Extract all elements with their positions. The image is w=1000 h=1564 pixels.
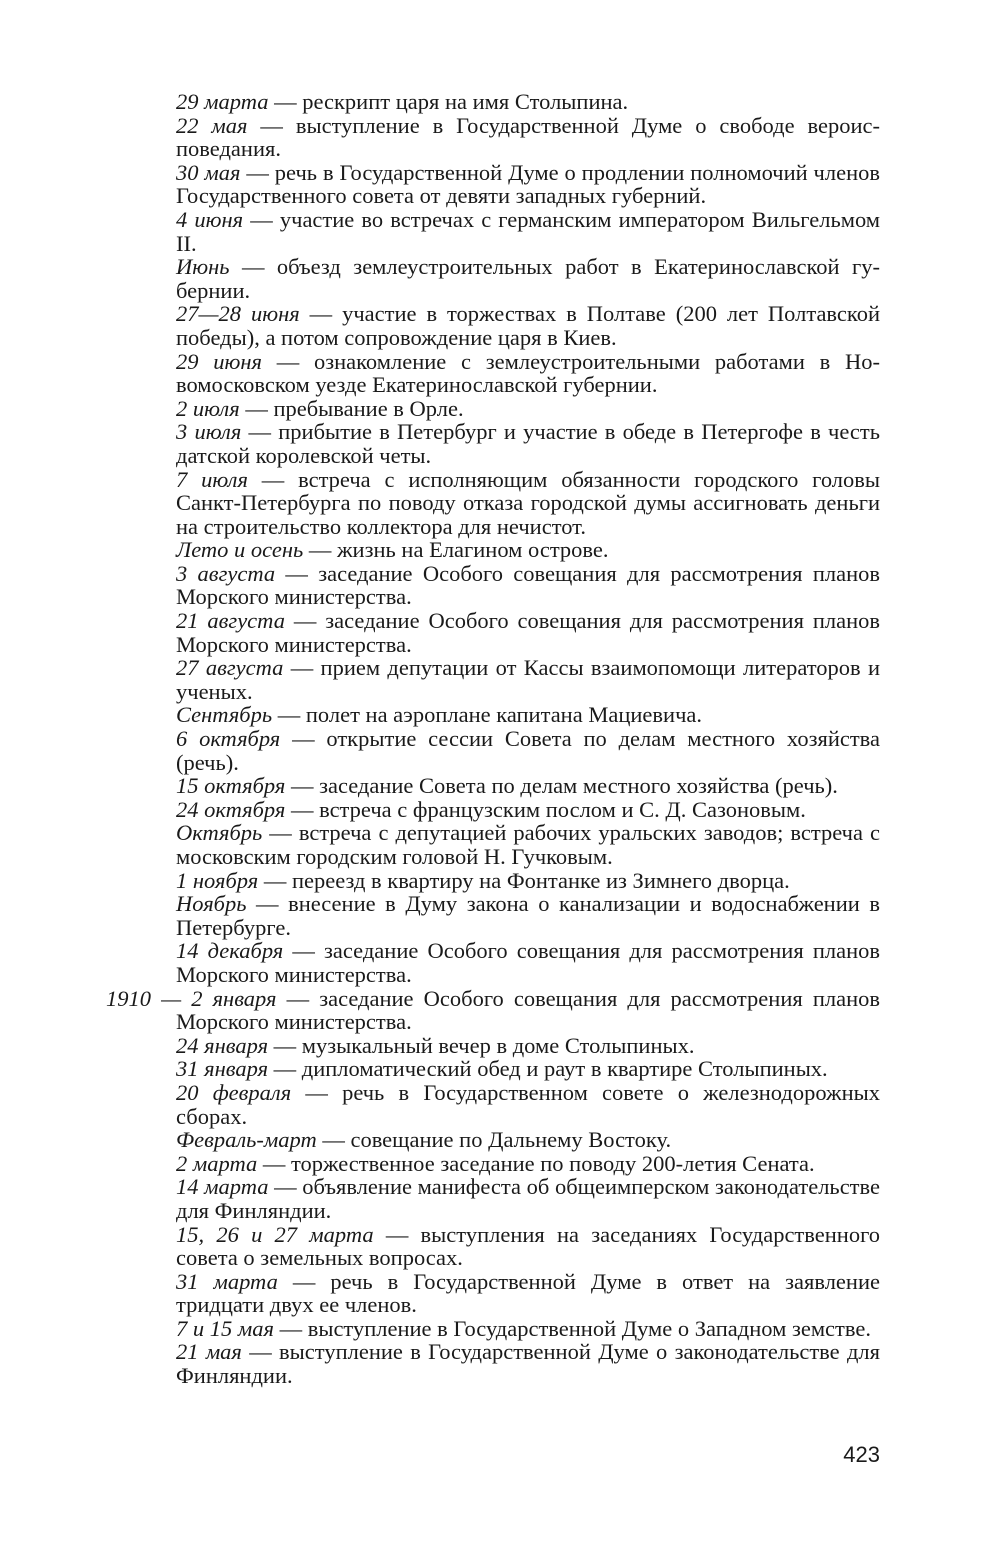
entry-date: Ноябрь <box>176 891 247 917</box>
entry-date: Июнь <box>176 254 230 280</box>
entry-date: 6 октября <box>176 726 281 752</box>
entry-date: 29 июня <box>176 348 262 374</box>
entry-date: 15 октября <box>176 773 286 799</box>
entry-date: 30 мая <box>176 159 241 185</box>
entry-date: 29 марта <box>176 89 269 114</box>
entry-date: 15, 26 и 27 марта <box>176 1221 374 1247</box>
entry-date: 14 декабря <box>176 938 284 964</box>
chronology-entry <box>176 1128 880 1152</box>
chronology-entry <box>176 727 880 774</box>
entry-date: 27 августа <box>176 655 284 681</box>
entry-text: — рескрипт царя на имя Столыпина. <box>268 89 629 114</box>
chronology-entry <box>176 255 880 302</box>
chronology-entry <box>176 869 880 893</box>
entry-text: — участие в торжествах в Полтаве (200 лет Полтавской победы), а потом сопровождение царя в Киев. <box>176 301 880 350</box>
chronology-entry <box>176 208 880 255</box>
chronology-entry <box>176 468 880 539</box>
entry-text: — прием депутации от Кассы взаимопомощи литераторов и ученых. <box>176 655 880 704</box>
chronology-entry <box>176 562 880 609</box>
chronology-entry <box>176 114 880 161</box>
entry-text: — встреча с депутацией рабочих уральских заводов; встреча с московским городским головой Н. Гучковым. <box>176 820 880 869</box>
entry-text: — дипломатический обед и раут в квартире Столыпиных. <box>268 1056 828 1082</box>
entry-text: — выступление в Государственной Думе о законодательстве для Финляндии. <box>176 1339 880 1389</box>
entry-date: 14 марта <box>176 1174 269 1200</box>
entry-date: 3 июля <box>176 419 242 445</box>
entry-date: 3 августа <box>176 560 276 586</box>
entry-date: 24 октября <box>176 796 286 822</box>
entry-text: — речь в Государственном совете о железнодорожных сборах. <box>176 1079 880 1129</box>
chronology-entry <box>176 538 880 562</box>
entry-date: 1 ноября <box>176 867 259 893</box>
chronology-entry <box>176 302 880 349</box>
chronology-entry <box>176 90 880 114</box>
chronology-entry <box>176 1270 880 1317</box>
entry-text: — выступления на заседаниях Государственного совета о земельных вопросах. <box>176 1221 880 1271</box>
chronology-entry <box>176 1317 880 1341</box>
entry-date: 21 августа <box>176 608 285 634</box>
entry-text: — выступление в Государственной Думе о Западном земстве. <box>273 1315 871 1341</box>
entry-text: — речь в Государственной Думе в ответ на заявление тридцати двух ее членов. <box>176 1268 880 1318</box>
entry-date: 21 мая <box>176 1339 242 1365</box>
entry-text: — торжественное заседание по поводу 200-летия Сената. <box>257 1150 815 1176</box>
entry-date: Лето и осень <box>176 537 304 563</box>
chronology-entry <box>176 1175 880 1222</box>
entry-text: — переезд в квартиру на Фонтанке из Зимнего дворца. <box>258 867 790 893</box>
entry-text: — объявление манифеста об общеимперском законодательстве для Финляндии. <box>176 1174 880 1223</box>
entry-text: — полет на аэроплане капитана Мациевича. <box>272 702 702 728</box>
chronology-entry <box>176 1034 880 1058</box>
entry-date: Сентябрь <box>176 702 273 728</box>
chronology-page <box>106 89 881 1389</box>
entry-date: 2 июля <box>176 395 240 421</box>
entry-text: — внесение в Думу закона о канализации и водоснабжении в Петербурге. <box>176 891 880 940</box>
entry-date: 31 марта <box>176 1268 278 1294</box>
entry-text: — встреча с исполняющим обязанности городского головы Санкт-Петербурга по поводу отказа городской думы ассигновать деньги на строительство коллектора для нечистот. <box>176 466 880 539</box>
entry-date: 20 февраля <box>176 1079 292 1105</box>
chronology-entry <box>176 798 880 822</box>
chronology-entry <box>176 1081 880 1128</box>
entry-date: 24 января <box>176 1032 269 1058</box>
entry-date: 7 июля <box>176 466 248 492</box>
page-number: 423 <box>843 1442 880 1467</box>
entry-text: — выступление в Государственной Думе о свободе вероисповедания. <box>176 112 881 162</box>
entry-date: 4 июня <box>176 206 244 232</box>
entry-text: — объезд землеустроительных работ в Екатеринославской губернии. <box>176 254 880 303</box>
chronology-entry <box>176 1340 880 1387</box>
entry-date: 7 и 15 мая <box>176 1315 274 1341</box>
entry-date: 2 марта <box>176 1150 258 1176</box>
chronology-entry <box>176 703 880 727</box>
chronology-entry <box>176 892 880 939</box>
entry-date: 22 мая <box>176 112 248 138</box>
chronology-entry <box>176 1057 880 1081</box>
entry-date: 2 января <box>191 985 277 1011</box>
entry-text: — ознакомление с землеустроительными работами в Новомосковском уезде Екатеринославской губернии. <box>176 348 880 398</box>
entry-text: — прибытие в Петербург и участие в обеде в Петергофе в честь датской королевской четы. <box>176 419 880 468</box>
chronology-entry <box>176 656 880 703</box>
year-label: 1910 — <box>106 985 192 1011</box>
chronology-entry <box>176 1152 880 1176</box>
entry-text: — речь в Государственной Думе о продлении полномочий членов Государственного совета от девяти западных губерний. <box>176 159 880 209</box>
chronology-entry <box>176 609 880 656</box>
entry-date: 27—28 июня <box>176 301 300 327</box>
entry-text: — заседание Особого совещания для рассмотрения планов Морского министерства. <box>176 938 880 987</box>
chronology-entry <box>176 420 880 467</box>
entry-text: — совещание по Дальнему Востоку. <box>316 1127 672 1153</box>
chronology-entry <box>176 821 880 868</box>
entry-date: Октябрь <box>176 820 263 846</box>
chronology-entry <box>176 161 880 208</box>
entry-text: — пребывание в Орле. <box>239 395 464 421</box>
chronology-entry <box>106 985 880 1035</box>
entry-text: — заседание Особого совещания для рассмотрения планов Морского министерства. <box>176 560 881 610</box>
entry-text: — встреча с французским послом и С. Д. Сазоновым. <box>285 796 806 822</box>
entry-text: — открытие сессии Совета по делам местного хозяйства (речь). <box>176 726 880 775</box>
chronology-entry <box>176 397 880 421</box>
chronology-entry <box>176 350 880 397</box>
entry-text: — жизнь на Елагином острове. <box>303 537 609 563</box>
chronology-entry <box>176 939 880 986</box>
entry-text: — заседание Особого совещания для рассмотрения планов Морского министерства. <box>176 985 880 1035</box>
entry-text: — заседание Особого совещания для рассмотрения планов Морского министерства. <box>176 608 881 657</box>
entry-text: — участие во встречах с германским императором Вильгельмом II. <box>176 206 880 256</box>
chronology-entry <box>176 774 880 798</box>
entry-text: — музыкальный вечер в доме Столыпиных. <box>268 1032 695 1058</box>
chronology-entry <box>176 1223 880 1270</box>
entry-date: 31 января <box>176 1056 269 1082</box>
entry-text: — заседание Совета по делам местного хозяйства (речь). <box>285 773 838 799</box>
entry-date: Февраль-март <box>176 1127 317 1153</box>
